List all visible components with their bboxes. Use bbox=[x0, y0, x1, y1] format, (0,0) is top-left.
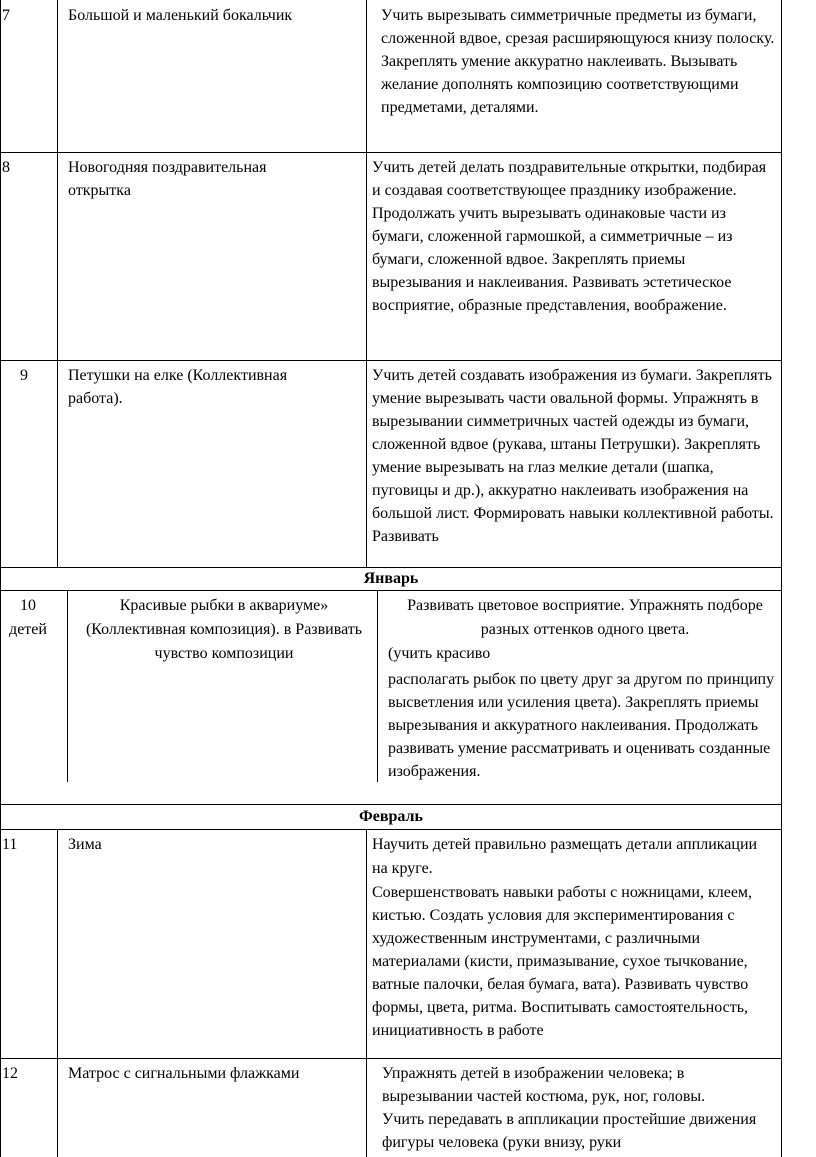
row-divider bbox=[0, 1058, 782, 1059]
row-description bbox=[372, 833, 774, 1042]
row-description-paragraph: Научить детей правильно размещать детали аппликации на круге. bbox=[372, 836, 758, 877]
row-topic: Новогодняя поздравительная открытка bbox=[68, 159, 267, 199]
row-divider bbox=[0, 152, 782, 153]
row-divider bbox=[0, 360, 782, 361]
row-topic: Матрос с сигнальными флажками bbox=[68, 1065, 300, 1082]
row-number: 11 bbox=[2, 836, 18, 853]
row-topic: Красивые рыбки в аквариуме» (Коллективная композиция). в Развивать чувство композиции bbox=[85, 597, 363, 662]
row-divider bbox=[0, 567, 782, 568]
row-description: Развивать цветовое восприятие. Упражнять подборе разных оттенков одного цвета. bbox=[407, 597, 763, 638]
column-divider bbox=[366, 0, 367, 567]
row-description bbox=[382, 1062, 776, 1154]
month-heading-january: Январь bbox=[363, 570, 419, 587]
row-description-paragraph: Упражнять детей в изображении человека; в вырезывании частей костюма, рук, ног, головы. bbox=[382, 1065, 706, 1105]
row-description-paragraph: Совершенствовать навыки работы с ножницами, клеем, кистью. Создать условия для экспериментирования с художественным инструментами, с различными материалами (кисти, примазывание, сухое тычкование, ватные палочки, белая бумага, вата). Развивать чувство формы, цвета, ритма. Воспитывать самостоятельность, инициативность в работе bbox=[372, 884, 753, 1039]
column-divider bbox=[67, 590, 68, 782]
column-divider bbox=[57, 0, 58, 567]
month-heading-february: Февраль bbox=[359, 808, 423, 825]
row-description: Учить вырезывать симметричные предметы из бумаги, сложенной вдвое, срезая расширяющуюся книзу полоску. Закреплять умение аккуратно наклеивать. Вызывать желание дополнять композицию соответствующими предметами, деталями. bbox=[381, 7, 775, 116]
row-number: 12 bbox=[2, 1065, 18, 1082]
row-number: 9 bbox=[20, 367, 28, 384]
column-divider bbox=[377, 590, 378, 782]
row-number: 10 детей bbox=[9, 597, 47, 638]
row-description-line: (учить красиво bbox=[388, 645, 491, 662]
column-divider bbox=[366, 829, 367, 1157]
row-topic: Зима bbox=[68, 836, 102, 853]
row-number: 8 bbox=[2, 159, 10, 176]
row-topic: Большой и маленький бокальчик bbox=[68, 7, 293, 24]
row-description: Учить детей создавать изображения из бумаги. Закреплять умение вырезывать части овальной формы. Упражнять в вырезывании симметричных частей одежды из бумаги, сложенной вдвое (рукава, штаны Петрушки). Закреплять умение вырезывать на глаз мелкие детали (шапка, пуговицы и др.), аккуратно наклеивать изображения на большой лист. Формировать навыки коллективной работы. Развивать bbox=[372, 367, 774, 545]
row-topic: Петушки на елке (Коллективная работа). bbox=[68, 367, 288, 407]
row-divider bbox=[0, 804, 782, 805]
row-divider bbox=[0, 590, 782, 591]
column-divider bbox=[57, 829, 58, 1157]
row-divider bbox=[0, 829, 782, 830]
row-number: 7 bbox=[2, 7, 10, 24]
row-description-paragraph: Учить передавать в аппликации простейшие движения фигуры человека (руки внизу, руки bbox=[382, 1111, 757, 1151]
row-description: Учить детей делать поздравительные открытки, подбирая и создавая соответствующее празднику изображение. Продолжать учить вырезывать одинаковые части из бумаги, сложенной гармошкой, а симметричные – из бумаги, сложенной вдвое. Закреплять приемы вырезывания и наклеивания. Развивать эстетическое восприятие, образные представления, воображение. bbox=[372, 159, 767, 314]
row-description-continued: располагать рыбок по цвету друг за другом по принципу высветления или усиления цвета). Закреплять приемы вырезывания и аккуратного наклеивания. Продолжать развивать умение рассматривать и оценивать созданные изображения. bbox=[388, 671, 775, 780]
